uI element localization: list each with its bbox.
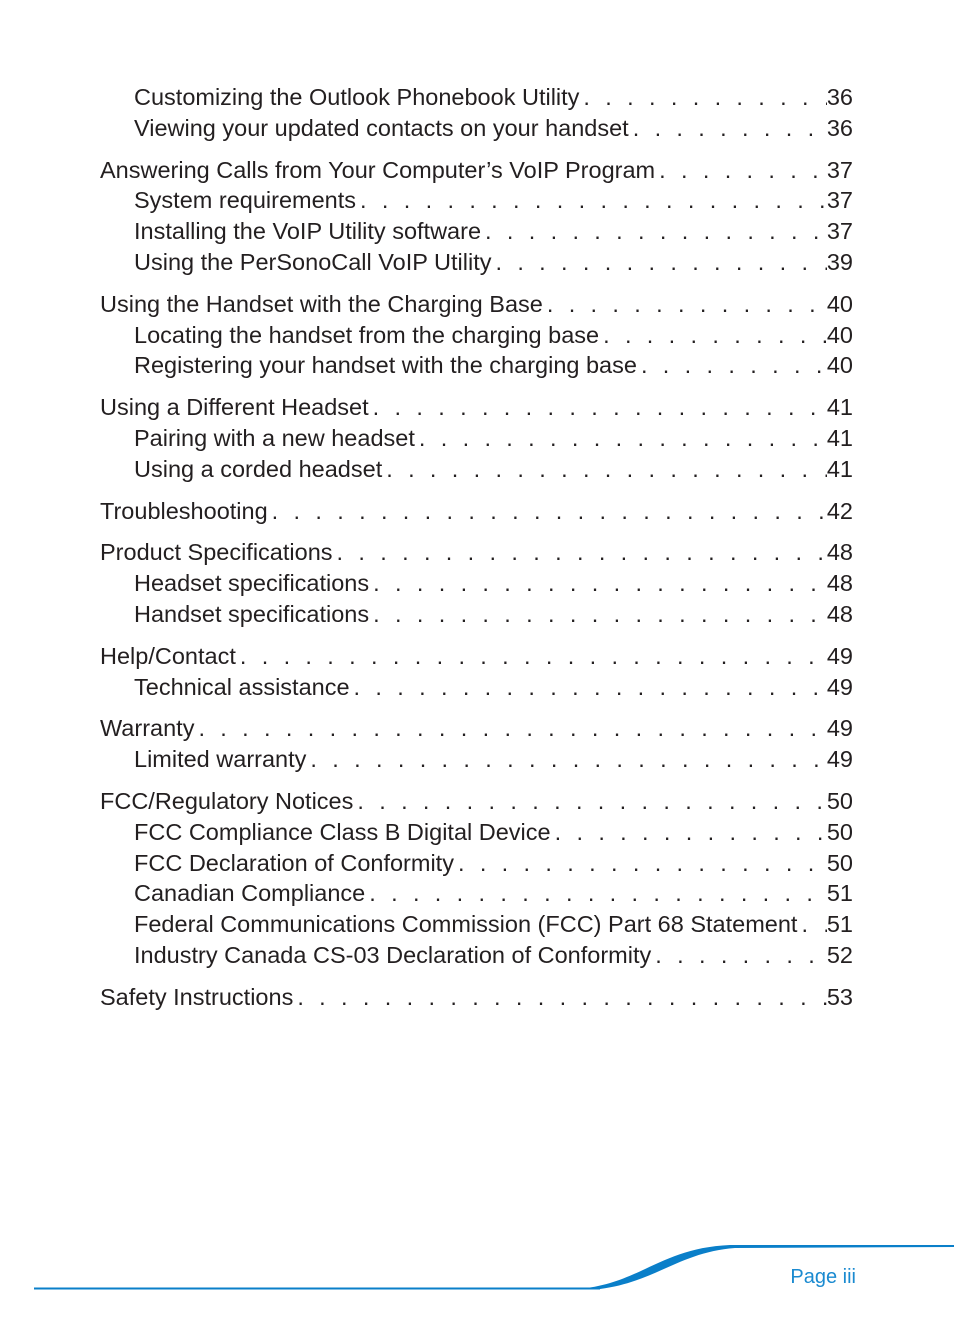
- dot-leader: [236, 641, 827, 672]
- toc-subentry[interactable]: [100, 216, 853, 247]
- toc-section: [100, 496, 853, 527]
- toc-entry-title: Technical assistance: [134, 673, 350, 700]
- toc-page-number: 40: [826, 290, 853, 317]
- dot-leader: [637, 350, 827, 381]
- toc-subentry[interactable]: [100, 568, 853, 599]
- toc-page-number: 51: [826, 911, 853, 938]
- dot-leader: [194, 713, 826, 744]
- dot-leader: [551, 817, 827, 848]
- toc-entry-title: System requirements: [134, 187, 357, 214]
- toc-subentry[interactable]: [100, 113, 853, 144]
- dot-leader: [333, 537, 827, 568]
- dot-leader: [306, 744, 826, 775]
- toc-page-number: 39: [826, 248, 853, 275]
- toc-subentry[interactable]: [100, 599, 853, 630]
- toc-entry[interactable]: [100, 496, 853, 527]
- toc-entry-title: Canadian Compliance: [134, 880, 366, 907]
- toc-entry-title: FCC Declaration of Conformity: [134, 849, 454, 876]
- toc-page-number: 49: [826, 673, 853, 700]
- toc-page-number: 50: [826, 818, 853, 845]
- toc-page-number: 49: [826, 746, 853, 773]
- toc-page-number: 50: [826, 787, 853, 814]
- toc-page-number: 40: [826, 321, 853, 348]
- toc-entry-title: Industry Canada CS-03 Declaration of Conformity: [134, 941, 652, 968]
- toc-subentry[interactable]: [100, 423, 853, 454]
- toc-page-number: 48: [826, 570, 853, 597]
- toc-page-number: 37: [826, 156, 853, 183]
- toc-entry-title: Registering your handset with the charging base: [134, 352, 637, 379]
- toc-subentry[interactable]: [100, 909, 853, 940]
- toc-entry-title: Using a Different Headset: [100, 394, 369, 421]
- toc-section: [100, 537, 853, 629]
- toc-section: [100, 786, 853, 971]
- toc-entry-title: Troubleshooting: [100, 497, 268, 524]
- toc-entry[interactable]: [100, 713, 853, 744]
- dot-leader: [353, 786, 827, 817]
- dot-leader: [268, 496, 827, 527]
- toc-entry-title: Locating the handset from the charging base: [134, 321, 600, 348]
- dot-leader: [543, 289, 827, 320]
- toc-page-number: 53: [826, 983, 853, 1010]
- toc-entry-title: FCC Compliance Class B Digital Device: [134, 818, 551, 845]
- dot-leader: [481, 216, 827, 247]
- dot-leader: [579, 82, 826, 113]
- dot-leader: [599, 320, 827, 351]
- dot-leader: [356, 185, 827, 216]
- toc-subentry[interactable]: [100, 940, 853, 971]
- toc-subentry[interactable]: [100, 744, 853, 775]
- toc-page-number: 52: [826, 941, 853, 968]
- table-of-contents: [100, 82, 853, 1024]
- toc-subentry[interactable]: [100, 320, 853, 351]
- toc-subentry[interactable]: [100, 817, 853, 848]
- footer-swoosh: [578, 1245, 954, 1289]
- toc-entry[interactable]: [100, 289, 853, 320]
- toc-subentry[interactable]: [100, 350, 853, 381]
- toc-page-number: 48: [826, 600, 853, 627]
- page-number-label: Page iii: [790, 1266, 856, 1288]
- toc-section: [100, 392, 853, 484]
- dot-leader: [415, 423, 827, 454]
- dot-leader: [350, 672, 827, 703]
- dot-leader: [655, 155, 827, 186]
- toc-page-number: 41: [826, 424, 853, 451]
- toc-section: [100, 982, 853, 1013]
- toc-entry-title: Using the Handset with the Charging Base: [100, 290, 543, 317]
- toc-entry[interactable]: [100, 537, 853, 568]
- toc-subentry[interactable]: [100, 672, 853, 703]
- dot-leader: [454, 848, 827, 879]
- toc-subentry[interactable]: [100, 878, 853, 909]
- toc-section: [100, 289, 853, 381]
- toc-entry[interactable]: [100, 786, 853, 817]
- toc-entry-title: Handset specifications: [134, 600, 370, 627]
- toc-entry-title: Using a corded headset: [134, 455, 383, 482]
- toc-page-number: 49: [826, 642, 853, 669]
- toc-page-number: 49: [826, 715, 853, 742]
- dot-leader: [365, 878, 827, 909]
- toc-section: [100, 82, 853, 144]
- toc-section: [100, 155, 853, 278]
- toc-page-number: 41: [826, 455, 853, 482]
- toc-entry-title: Customizing the Outlook Phonebook Utility: [134, 84, 580, 110]
- toc-section: [100, 641, 853, 703]
- toc-entry-title: Viewing your updated contacts on your handset: [134, 114, 629, 141]
- toc-entry-title: FCC/Regulatory Notices: [100, 787, 354, 814]
- toc-entry[interactable]: [100, 392, 853, 423]
- toc-entry-title: Help/Contact: [100, 642, 236, 669]
- toc-subentry[interactable]: [100, 247, 853, 278]
- dot-leader: [369, 392, 827, 423]
- dot-leader: [651, 940, 827, 971]
- toc-entry-title: Safety Instructions: [100, 983, 294, 1010]
- toc-page-number: 40: [826, 352, 853, 379]
- toc-entry-title: Product Specifications: [100, 539, 333, 566]
- toc-entry[interactable]: [100, 982, 853, 1013]
- dot-leader: [369, 568, 827, 599]
- toc-entry-title: Federal Communications Commission (FCC) Part 68 Statement: [134, 911, 798, 938]
- toc-page-number: 51: [826, 880, 853, 907]
- dot-leader: [293, 982, 827, 1013]
- dot-leader: [491, 247, 826, 278]
- toc-entry[interactable]: [100, 155, 853, 186]
- dot-leader: [629, 113, 827, 144]
- dot-leader: [797, 909, 826, 940]
- toc-subentry[interactable]: [100, 454, 853, 485]
- toc-entry-title: Pairing with a new headset: [134, 424, 415, 451]
- toc-entry[interactable]: [100, 641, 853, 672]
- toc-page-number: 50: [826, 849, 853, 876]
- toc-entry-title: Using the PerSonoCall VoIP Utility: [134, 248, 492, 275]
- toc-entry-title: Headset specifications: [134, 570, 370, 597]
- toc-subentry[interactable]: [100, 82, 853, 113]
- toc-page-number: 37: [826, 218, 853, 245]
- toc-page-number: 48: [826, 539, 853, 566]
- toc-entry-title: Installing the VoIP Utility software: [134, 218, 482, 245]
- toc-subentry[interactable]: [100, 848, 853, 879]
- toc-page-number: 37: [826, 187, 853, 214]
- toc-section: [100, 713, 853, 775]
- dot-leader: [369, 599, 827, 630]
- toc-page-number: 42: [826, 497, 853, 524]
- toc-subentry[interactable]: [100, 185, 853, 216]
- toc-entry-title: Limited warranty: [134, 746, 307, 773]
- toc-page-number: 41: [826, 394, 853, 421]
- toc-page-number: 36: [826, 84, 853, 110]
- toc-entry-title: Warranty: [100, 715, 195, 742]
- toc-entry-title: Answering Calls from Your Computer’s VoIP Program: [100, 156, 656, 183]
- dot-leader: [382, 454, 827, 485]
- toc-page-number: 36: [826, 114, 853, 141]
